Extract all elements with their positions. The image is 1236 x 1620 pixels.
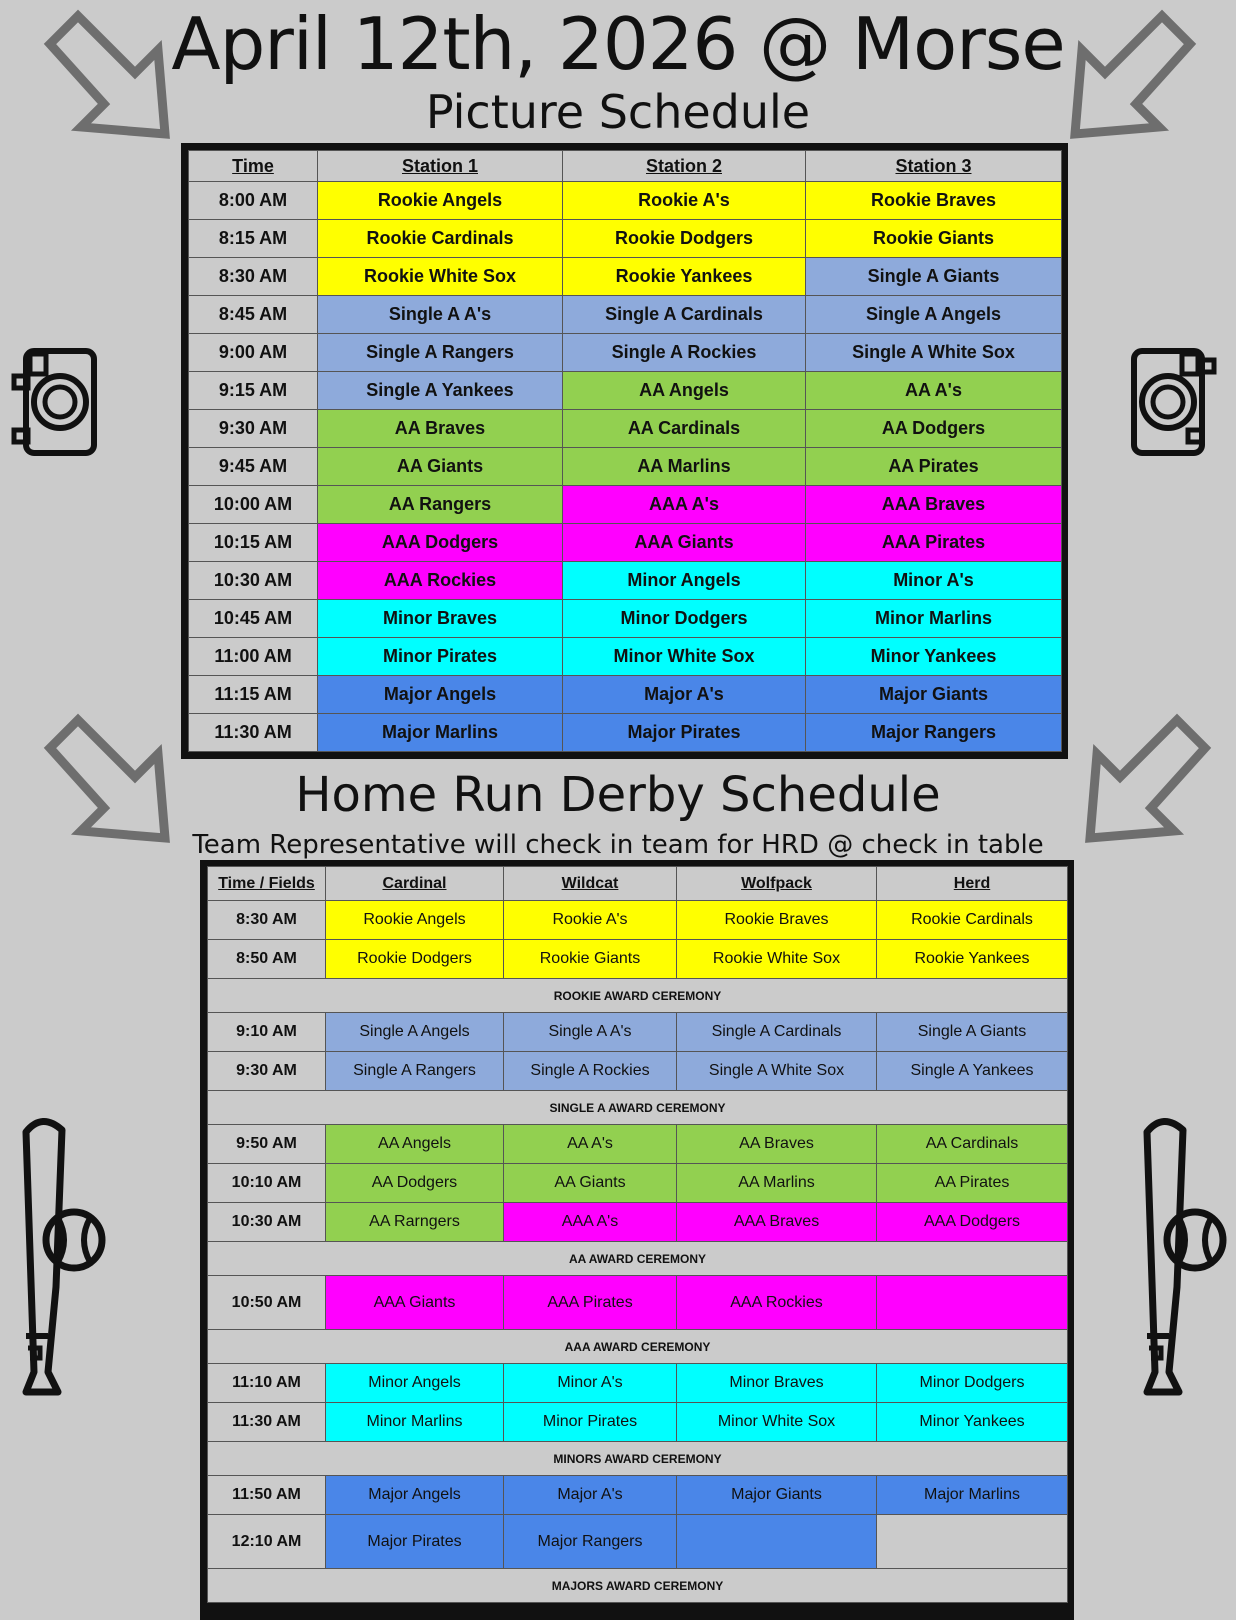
column-header: Wildcat bbox=[504, 867, 677, 901]
team-cell: Single A Rangers bbox=[326, 1052, 504, 1091]
arrow-down-left-icon bbox=[1065, 6, 1200, 141]
table-row bbox=[208, 1515, 1068, 1569]
team-cell: Rookie Yankees bbox=[877, 940, 1068, 979]
team-cell: Single A Yankees bbox=[877, 1052, 1068, 1091]
team-cell bbox=[877, 1515, 1068, 1569]
time-cell: 8:30 AM bbox=[208, 901, 326, 940]
page-title: April 12th, 2026 @ Morse bbox=[171, 2, 1065, 86]
ceremony-row bbox=[208, 1242, 1068, 1276]
team-cell: Single A Angels bbox=[806, 296, 1062, 334]
team-cell: Minor Marlins bbox=[806, 600, 1062, 638]
team-cell: AA Dodgers bbox=[326, 1164, 504, 1203]
arrow-down-right-icon bbox=[40, 6, 175, 141]
table-row bbox=[208, 1125, 1068, 1164]
team-cell: Minor Marlins bbox=[326, 1403, 504, 1442]
ceremony-label: ROOKIE AWARD CEREMONY bbox=[208, 979, 1068, 1013]
ceremony-label: SINGLE A AWARD CEREMONY bbox=[208, 1091, 1068, 1125]
team-cell: Minor Yankees bbox=[806, 638, 1062, 676]
team-cell: AAA A's bbox=[563, 486, 806, 524]
team-cell: AA Braves bbox=[318, 410, 563, 448]
time-cell: 11:00 AM bbox=[189, 638, 318, 676]
time-cell: 9:00 AM bbox=[189, 334, 318, 372]
team-cell: Major A's bbox=[563, 676, 806, 714]
team-cell: AA Pirates bbox=[806, 448, 1062, 486]
team-cell bbox=[877, 1276, 1068, 1330]
team-cell: Rookie Braves bbox=[806, 182, 1062, 220]
ceremony-row bbox=[208, 1569, 1068, 1603]
table-row bbox=[189, 182, 1062, 220]
team-cell: Single A Giants bbox=[806, 258, 1062, 296]
team-cell: Single A Cardinals bbox=[677, 1013, 877, 1052]
team-cell: AA Marlins bbox=[677, 1164, 877, 1203]
column-header: Wolfpack bbox=[677, 867, 877, 901]
team-cell: AAA Giants bbox=[563, 524, 806, 562]
hrd-subtitle: Team Representative will check in team for HRD @ check in table bbox=[192, 830, 1044, 860]
column-header: Time bbox=[189, 151, 318, 182]
column-header: Cardinal bbox=[326, 867, 504, 901]
team-cell: AAA Dodgers bbox=[318, 524, 563, 562]
team-cell: AA Cardinals bbox=[563, 410, 806, 448]
column-header: Station 3 bbox=[806, 151, 1062, 182]
team-cell: Minor Yankees bbox=[877, 1403, 1068, 1442]
team-cell: Minor Braves bbox=[677, 1364, 877, 1403]
table-row bbox=[208, 1052, 1068, 1091]
team-cell: AAA Braves bbox=[677, 1203, 877, 1242]
team-cell: AAA Pirates bbox=[504, 1276, 677, 1330]
team-cell: Single A Rockies bbox=[504, 1052, 677, 1091]
time-cell: 11:30 AM bbox=[189, 714, 318, 752]
table-row bbox=[189, 334, 1062, 372]
camera-icon bbox=[1130, 346, 1220, 458]
table-row bbox=[189, 258, 1062, 296]
ceremony-label: MINORS AWARD CEREMONY bbox=[208, 1442, 1068, 1476]
time-cell: 9:30 AM bbox=[208, 1052, 326, 1091]
team-cell: AA Angels bbox=[326, 1125, 504, 1164]
team-cell: Rookie A's bbox=[563, 182, 806, 220]
ceremony-label: AAA AWARD CEREMONY bbox=[208, 1330, 1068, 1364]
team-cell: Minor Angels bbox=[563, 562, 806, 600]
time-cell: 8:45 AM bbox=[189, 296, 318, 334]
team-cell: Rookie Dodgers bbox=[326, 940, 504, 979]
table-row bbox=[189, 220, 1062, 258]
team-cell: Minor Dodgers bbox=[563, 600, 806, 638]
time-cell: 10:30 AM bbox=[189, 562, 318, 600]
time-cell: 10:00 AM bbox=[189, 486, 318, 524]
team-cell: Rookie Yankees bbox=[563, 258, 806, 296]
table-row bbox=[189, 448, 1062, 486]
team-cell: Single A Angels bbox=[326, 1013, 504, 1052]
team-cell: Single A Cardinals bbox=[563, 296, 806, 334]
time-cell: 8:50 AM bbox=[208, 940, 326, 979]
team-cell: Rookie Angels bbox=[326, 901, 504, 940]
time-cell: 8:15 AM bbox=[189, 220, 318, 258]
time-cell: 10:50 AM bbox=[208, 1276, 326, 1330]
team-cell: Single A White Sox bbox=[806, 334, 1062, 372]
table-row bbox=[189, 714, 1062, 752]
table-row bbox=[208, 901, 1068, 940]
team-cell: Single A A's bbox=[318, 296, 563, 334]
team-cell: AAA Braves bbox=[806, 486, 1062, 524]
ceremony-row bbox=[208, 1442, 1068, 1476]
time-cell: 10:30 AM bbox=[208, 1203, 326, 1242]
team-cell: Major Rangers bbox=[806, 714, 1062, 752]
team-cell: Single A Rangers bbox=[318, 334, 563, 372]
team-cell: Major Marlins bbox=[318, 714, 563, 752]
hrd-schedule bbox=[200, 860, 1074, 1620]
team-cell: Rookie White Sox bbox=[677, 940, 877, 979]
team-cell bbox=[677, 1515, 877, 1569]
team-cell: Single A Rockies bbox=[563, 334, 806, 372]
picture-schedule-table bbox=[188, 150, 1062, 752]
time-cell: 11:30 AM bbox=[208, 1403, 326, 1442]
team-cell: AA Giants bbox=[504, 1164, 677, 1203]
table-row bbox=[189, 562, 1062, 600]
team-cell: Minor Pirates bbox=[318, 638, 563, 676]
picture-schedule bbox=[181, 143, 1068, 759]
team-cell: Single A White Sox bbox=[677, 1052, 877, 1091]
team-cell: AAA Rockies bbox=[677, 1276, 877, 1330]
table-row bbox=[208, 1364, 1068, 1403]
table-row bbox=[189, 372, 1062, 410]
time-cell: 12:10 AM bbox=[208, 1515, 326, 1569]
time-cell: 9:10 AM bbox=[208, 1013, 326, 1052]
team-cell: Major Pirates bbox=[563, 714, 806, 752]
table-row bbox=[189, 410, 1062, 448]
table-row bbox=[189, 524, 1062, 562]
time-cell: 8:30 AM bbox=[189, 258, 318, 296]
table-row bbox=[189, 486, 1062, 524]
time-cell: 9:45 AM bbox=[189, 448, 318, 486]
team-cell: Major Marlins bbox=[877, 1476, 1068, 1515]
column-header: Station 1 bbox=[318, 151, 563, 182]
team-cell: Rookie Braves bbox=[677, 901, 877, 940]
team-cell: Rookie White Sox bbox=[318, 258, 563, 296]
team-cell: Single A Giants bbox=[877, 1013, 1068, 1052]
camera-icon bbox=[8, 346, 98, 458]
team-cell: Rookie Angels bbox=[318, 182, 563, 220]
team-cell: AAA Giants bbox=[326, 1276, 504, 1330]
team-cell: Minor Pirates bbox=[504, 1403, 677, 1442]
hrd-title: Home Run Derby Schedule bbox=[295, 767, 941, 823]
team-cell: AA Braves bbox=[677, 1125, 877, 1164]
column-header: Herd bbox=[877, 867, 1068, 901]
team-cell: Minor A's bbox=[504, 1364, 677, 1403]
team-cell: Rookie Giants bbox=[806, 220, 1062, 258]
time-cell: 8:00 AM bbox=[189, 182, 318, 220]
team-cell: AAA A's bbox=[504, 1203, 677, 1242]
page-subtitle: Picture Schedule bbox=[425, 85, 811, 139]
team-cell: AA Rangers bbox=[318, 486, 563, 524]
team-cell: Minor White Sox bbox=[677, 1403, 877, 1442]
table-row bbox=[208, 1164, 1068, 1203]
hrd-schedule-table bbox=[207, 866, 1068, 1603]
team-cell: Rookie Giants bbox=[504, 940, 677, 979]
ceremony-label: MAJORS AWARD CEREMONY bbox=[208, 1569, 1068, 1603]
team-cell: Minor Dodgers bbox=[877, 1364, 1068, 1403]
table-row bbox=[208, 940, 1068, 979]
time-cell: 11:10 AM bbox=[208, 1364, 326, 1403]
time-cell: 11:50 AM bbox=[208, 1476, 326, 1515]
team-cell: Rookie Dodgers bbox=[563, 220, 806, 258]
time-cell: 11:15 AM bbox=[189, 676, 318, 714]
table-row bbox=[189, 676, 1062, 714]
table-row bbox=[189, 638, 1062, 676]
team-cell: Minor A's bbox=[806, 562, 1062, 600]
team-cell: Major A's bbox=[504, 1476, 677, 1515]
team-cell: AA Marlins bbox=[563, 448, 806, 486]
time-cell: 9:15 AM bbox=[189, 372, 318, 410]
ceremony-row bbox=[208, 979, 1068, 1013]
team-cell: AA A's bbox=[806, 372, 1062, 410]
table-row bbox=[208, 1476, 1068, 1515]
team-cell: Minor White Sox bbox=[563, 638, 806, 676]
team-cell: Minor Braves bbox=[318, 600, 563, 638]
ceremony-label: AA AWARD CEREMONY bbox=[208, 1242, 1068, 1276]
table-row bbox=[189, 600, 1062, 638]
team-cell: Major Giants bbox=[806, 676, 1062, 714]
team-cell: AAA Pirates bbox=[806, 524, 1062, 562]
team-cell: AAA Dodgers bbox=[877, 1203, 1068, 1242]
team-cell: Major Angels bbox=[326, 1476, 504, 1515]
team-cell: AA Rarngers bbox=[326, 1203, 504, 1242]
column-header: Station 2 bbox=[563, 151, 806, 182]
team-cell: Rookie Cardinals bbox=[318, 220, 563, 258]
table-row bbox=[208, 1203, 1068, 1242]
time-cell: 10:15 AM bbox=[189, 524, 318, 562]
team-cell: AA Pirates bbox=[877, 1164, 1068, 1203]
team-cell: Major Giants bbox=[677, 1476, 877, 1515]
team-cell: Major Rangers bbox=[504, 1515, 677, 1569]
table-row bbox=[208, 1013, 1068, 1052]
baseball-bat-icon bbox=[1127, 1112, 1229, 1412]
team-cell: Single A Yankees bbox=[318, 372, 563, 410]
team-cell: Single A A's bbox=[504, 1013, 677, 1052]
baseball-bat-icon bbox=[6, 1112, 108, 1412]
team-cell: AA Angels bbox=[563, 372, 806, 410]
team-cell: Minor Angels bbox=[326, 1364, 504, 1403]
column-header: Time / Fields bbox=[208, 867, 326, 901]
team-cell: AA Cardinals bbox=[877, 1125, 1068, 1164]
team-cell: AA Dodgers bbox=[806, 410, 1062, 448]
time-cell: 9:50 AM bbox=[208, 1125, 326, 1164]
team-cell: AA A's bbox=[504, 1125, 677, 1164]
time-cell: 10:45 AM bbox=[189, 600, 318, 638]
team-cell: AA Giants bbox=[318, 448, 563, 486]
team-cell: AAA Rockies bbox=[318, 562, 563, 600]
team-cell: Rookie A's bbox=[504, 901, 677, 940]
table-row bbox=[189, 296, 1062, 334]
time-cell: 9:30 AM bbox=[189, 410, 318, 448]
ceremony-row bbox=[208, 1091, 1068, 1125]
ceremony-row bbox=[208, 1330, 1068, 1364]
table-row bbox=[208, 1403, 1068, 1442]
team-cell: Major Angels bbox=[318, 676, 563, 714]
time-cell: 10:10 AM bbox=[208, 1164, 326, 1203]
table-row bbox=[208, 1276, 1068, 1330]
team-cell: Major Pirates bbox=[326, 1515, 504, 1569]
team-cell: Rookie Cardinals bbox=[877, 901, 1068, 940]
